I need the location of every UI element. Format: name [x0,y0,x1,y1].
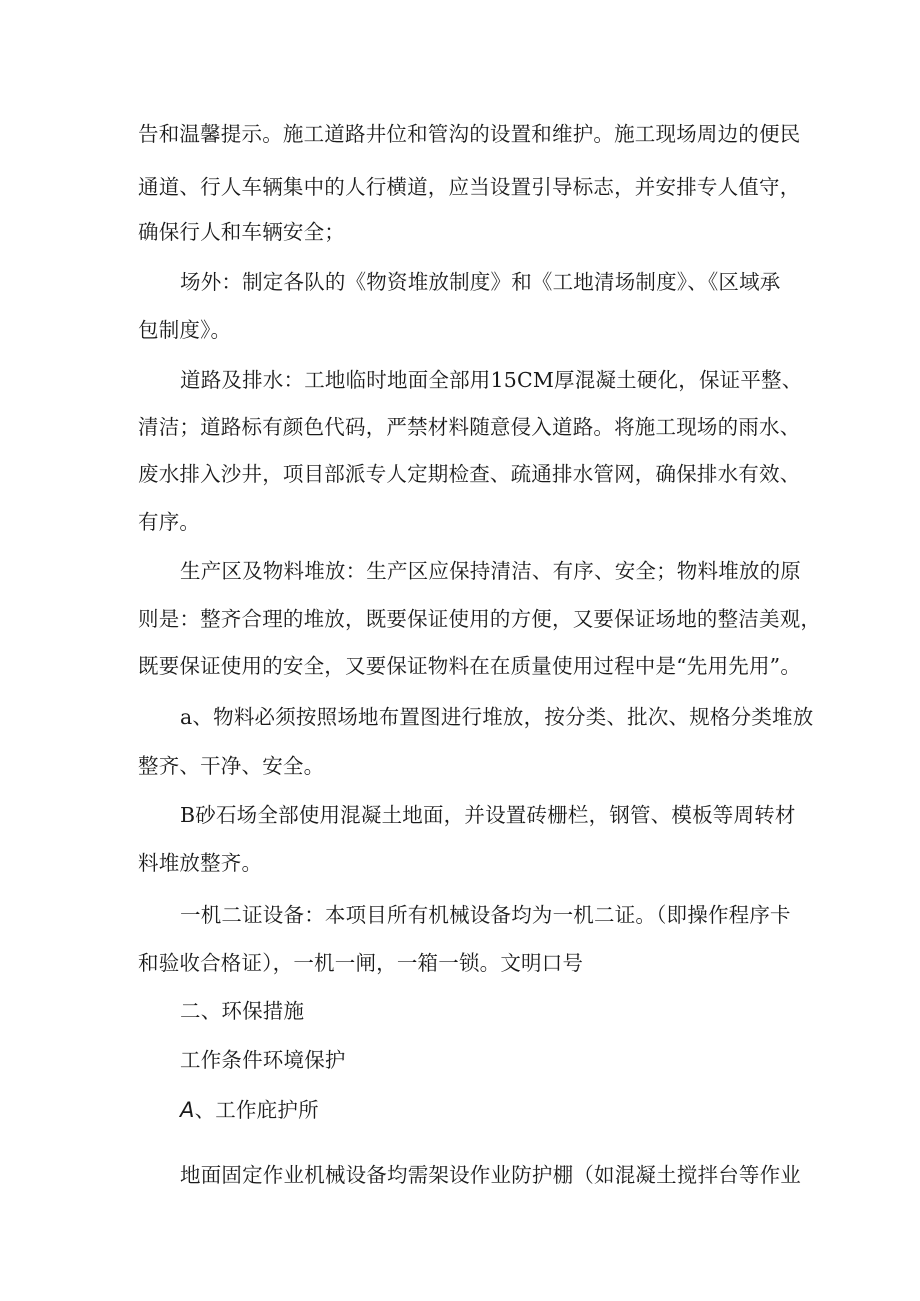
text-line: 地面固定作业机械设备均需架设作业防护棚（如混凝土搅拌台等作业 [180,1163,801,1187]
sub-item-heading [180,1096,840,1124]
text-line: 和验收合格证），一机一闸，一箱一锁。文明口号 [138,951,584,975]
text-line: B砂石场全部使用混凝土地面，并设置砖栅栏，钢管、模板等周转材 [180,803,796,827]
text-line: 场外：制定各队的《物资堆放制度》和《工地清场制度》、《区域承 [180,270,781,294]
text-line: 有序。 [138,510,201,534]
text-line: 包制度》。 [138,318,232,342]
text-line: 生产区及物料堆放：生产区应保持清洁、有序、安全；物料堆放的原 [180,559,801,583]
text-line: a、物料必须按照场地布置图进行堆放，按分类、批次、规格分类堆放 [180,705,814,729]
text-line: 告和温馨提示。施工道路井位和管沟的设置和维护。施工现场周边的便民 [138,122,801,146]
text-line: 料堆放整齐。 [138,851,263,875]
text-line: 一机二证设备：本项目所有机械设备均为一机二证。（即操作程序卡 [180,903,791,927]
subsection-heading: 工作条件环境保护 [180,1048,346,1072]
item-title: 、工作庇护所 [194,1098,319,1122]
text-line: 既要保证使用的安全，又要保证物料在在质量使用过程中是“先用先用”。 [138,654,802,678]
text-line: 废水排入沙井，项目部派专人定期检查、疏通排水管网，确保排水有效、 [138,462,801,486]
section-heading: 二、环保措施 [180,999,305,1023]
item-letter: A [180,1098,195,1122]
text-line: 确保行人和车辆安全； [138,220,345,244]
text-line: 道路及排水：工地临时地面全部用15CM厚混凝土硬化，保证平整、 [180,368,803,392]
text-line: 整齐、干净、安全。 [138,754,325,778]
text-line: 则是：整齐合理的堆放，既要保证使用的方便，又要保证场地的整洁美观， [138,607,822,631]
text-line: 清洁；道路标有颜色代码，严禁材料随意侵入道路。将施工现场的雨水、 [138,415,801,439]
text-line: 通道、行人车辆集中的人行横道，应当设置引导标志，并安排专人值守， [138,175,801,199]
